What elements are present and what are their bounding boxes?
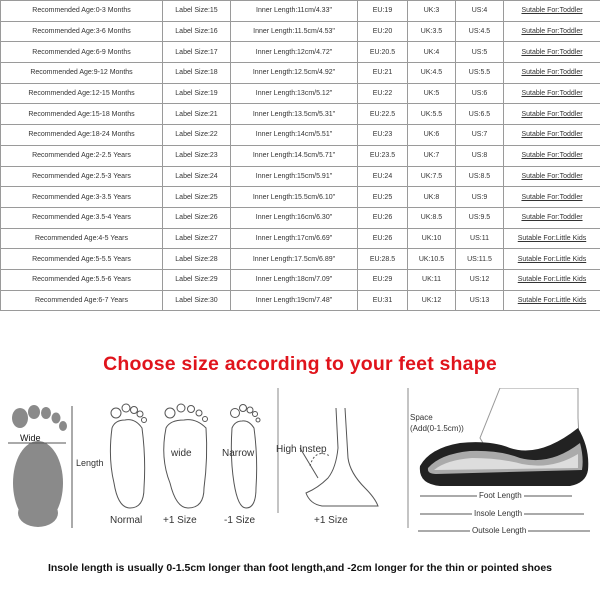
normal-foot-outline-icon <box>110 404 146 508</box>
size-row <box>1 104 600 125</box>
age-cell: Recommended Age:2-2.5 Years <box>1 145 163 166</box>
suitable-for-cell: Sutable For:Little Kids <box>504 269 600 290</box>
us-size-cell: US:6.5 <box>456 104 504 125</box>
insole-length-label: Insole Length <box>474 509 523 518</box>
us-size-cell: US:5.5 <box>456 63 504 84</box>
inner-length-cell: Inner Length:12.5cm/4.92" <box>231 63 358 84</box>
shoe-cross-section-panel <box>400 388 600 543</box>
size-row <box>1 290 600 311</box>
label-size-cell: Label Size:23 <box>163 145 231 166</box>
age-cell: Recommended Age:4-5 Years <box>1 228 163 249</box>
uk-size-cell: UK:4.5 <box>408 63 456 84</box>
size-row <box>1 207 600 228</box>
label-size-cell: Label Size:28 <box>163 249 231 270</box>
high-instep-label: High Instep <box>276 444 327 455</box>
width-label: Wide <box>20 433 41 443</box>
uk-size-cell: UK:3.5 <box>408 21 456 42</box>
normal-caption: Normal <box>110 515 143 526</box>
space-label: Space <box>410 413 433 422</box>
age-cell: Recommended Age:6-7 Years <box>1 290 163 311</box>
label-size-cell: Label Size:18 <box>163 63 231 84</box>
size-row <box>1 83 600 104</box>
inner-length-cell: Inner Length:13cm/5.12" <box>231 83 358 104</box>
suitable-for-cell: Sutable For:Toddler <box>504 125 600 146</box>
label-size-cell: Label Size:30 <box>163 290 231 311</box>
age-cell: Recommended Age:3.5-4 Years <box>1 207 163 228</box>
us-size-cell: US:7 <box>456 125 504 146</box>
uk-size-cell: UK:6 <box>408 125 456 146</box>
age-cell: Recommended Age:2.5-3 Years <box>1 166 163 187</box>
suitable-for-cell: Sutable For:Toddler <box>504 83 600 104</box>
uk-size-cell: UK:4 <box>408 42 456 63</box>
uk-size-cell: UK:10.5 <box>408 249 456 270</box>
size-row <box>1 1 600 22</box>
us-size-cell: US:8 <box>456 145 504 166</box>
size-row <box>1 42 600 63</box>
label-size-cell: Label Size:25 <box>163 187 231 208</box>
us-size-cell: US:13 <box>456 290 504 311</box>
wide-label: wide <box>171 448 192 459</box>
inner-length-cell: Inner Length:11.5cm/4.53" <box>231 21 358 42</box>
uk-size-cell: UK:10 <box>408 228 456 249</box>
us-size-cell: US:9 <box>456 187 504 208</box>
space-add-label: (Add(0-1.5cm)) <box>410 424 464 433</box>
label-size-cell: Label Size:26 <box>163 207 231 228</box>
age-cell: Recommended Age:3-3.5 Years <box>1 187 163 208</box>
eu-size-cell: EU:28.5 <box>358 249 408 270</box>
shoe-with-foot-icon <box>420 388 588 486</box>
us-size-cell: US:6 <box>456 83 504 104</box>
size-row <box>1 125 600 146</box>
label-size-cell: Label Size:29 <box>163 269 231 290</box>
suitable-for-cell: Sutable For:Toddler <box>504 42 600 63</box>
label-size-cell: Label Size:16 <box>163 21 231 42</box>
us-size-cell: US:4 <box>456 1 504 22</box>
label-size-cell: Label Size:27 <box>163 228 231 249</box>
size-row <box>1 269 600 290</box>
label-size-cell: Label Size:21 <box>163 104 231 125</box>
inner-length-cell: Inner Length:15cm/5.91" <box>231 166 358 187</box>
uk-size-cell: UK:11 <box>408 269 456 290</box>
suitable-for-cell: Sutable For:Little Kids <box>504 249 600 270</box>
inner-length-cell: Inner Length:12cm/4.72" <box>231 42 358 63</box>
eu-size-cell: EU:24 <box>358 166 408 187</box>
narrow-minus-one-caption: -1 Size <box>224 515 256 526</box>
inner-length-cell: Inner Length:19cm/7.48" <box>231 290 358 311</box>
eu-size-cell: EU:20 <box>358 21 408 42</box>
eu-size-cell: EU:26 <box>358 207 408 228</box>
age-cell: Recommended Age:6-9 Months <box>1 42 163 63</box>
eu-size-cell: EU:20.5 <box>358 42 408 63</box>
foot-shape-guide <box>0 388 600 538</box>
age-cell: Recommended Age:5.5-6 Years <box>1 269 163 290</box>
eu-size-cell: EU:22.5 <box>358 104 408 125</box>
label-size-cell: Label Size:24 <box>163 166 231 187</box>
size-row <box>1 145 600 166</box>
us-size-cell: US:11 <box>456 228 504 249</box>
suitable-for-cell: Sutable For:Toddler <box>504 1 600 22</box>
suitable-for-cell: Sutable For:Toddler <box>504 207 600 228</box>
suitable-for-cell: Sutable For:Toddler <box>504 63 600 84</box>
eu-size-cell: EU:25 <box>358 187 408 208</box>
inner-length-cell: Inner Length:11cm/4.33" <box>231 1 358 22</box>
foot-length-label: Foot Length <box>479 491 522 500</box>
size-row <box>1 249 600 270</box>
size-row <box>1 228 600 249</box>
eu-size-cell: EU:22 <box>358 83 408 104</box>
eu-size-cell: EU:23.5 <box>358 145 408 166</box>
section-divider <box>0 314 600 320</box>
eu-size-cell: EU:23 <box>358 125 408 146</box>
age-cell: Recommended Age:9-12 Months <box>1 63 163 84</box>
insole-length-note: Insole length is usually 0-1.5cm longer than foot length,and -2cm longer for the thin or pointed shoes <box>47 562 553 574</box>
suitable-for-cell: Sutable For:Little Kids <box>504 290 600 311</box>
suitable-for-cell: Sutable For:Toddler <box>504 21 600 42</box>
inner-length-cell: Inner Length:14.5cm/5.71" <box>231 145 358 166</box>
uk-size-cell: UK:5.5 <box>408 104 456 125</box>
us-size-cell: US:12 <box>456 269 504 290</box>
label-size-cell: Label Size:15 <box>163 1 231 22</box>
length-label: Length <box>76 458 104 468</box>
label-size-cell: Label Size:22 <box>163 125 231 146</box>
uk-size-cell: UK:12 <box>408 290 456 311</box>
age-cell: Recommended Age:18-24 Months <box>1 125 163 146</box>
eu-size-cell: EU:29 <box>358 269 408 290</box>
suitable-for-cell: Sutable For:Toddler <box>504 104 600 125</box>
uk-size-cell: UK:8.5 <box>408 207 456 228</box>
us-size-cell: US:11.5 <box>456 249 504 270</box>
us-size-cell: US:9.5 <box>456 207 504 228</box>
guide-headline: Choose size according to your feet shape <box>103 353 497 375</box>
measured-foot-icon <box>12 405 67 527</box>
size-row <box>1 63 600 84</box>
label-size-cell: Label Size:19 <box>163 83 231 104</box>
eu-size-cell: EU:21 <box>358 63 408 84</box>
inner-length-cell: Inner Length:18cm/7.09" <box>231 269 358 290</box>
eu-size-cell: EU:26 <box>358 228 408 249</box>
outsole-length-label: Outsole Length <box>472 526 527 535</box>
age-cell: Recommended Age:15-18 Months <box>1 104 163 125</box>
inner-length-cell: Inner Length:17.5cm/6.89" <box>231 249 358 270</box>
size-row <box>1 187 600 208</box>
us-size-cell: US:8.5 <box>456 166 504 187</box>
inner-length-cell: Inner Length:16cm/6.30" <box>231 207 358 228</box>
eu-size-cell: EU:19 <box>358 1 408 22</box>
uk-size-cell: UK:5 <box>408 83 456 104</box>
size-row <box>1 166 600 187</box>
eu-size-cell: EU:31 <box>358 290 408 311</box>
us-size-cell: US:5 <box>456 42 504 63</box>
high-instep-foot-icon <box>306 408 378 506</box>
uk-size-cell: UK:7.5 <box>408 166 456 187</box>
suitable-for-cell: Sutable For:Toddler <box>504 166 600 187</box>
age-cell: Recommended Age:3-6 Months <box>1 21 163 42</box>
age-cell: Recommended Age:5-5.5 Years <box>1 249 163 270</box>
age-cell: Recommended Age:12-15 Months <box>1 83 163 104</box>
suitable-for-cell: Sutable For:Little Kids <box>504 228 600 249</box>
inner-length-cell: Inner Length:17cm/6.69" <box>231 228 358 249</box>
uk-size-cell: UK:8 <box>408 187 456 208</box>
uk-size-cell: UK:3 <box>408 1 456 22</box>
high-instep-caption: +1 Size <box>314 515 348 526</box>
inner-length-cell: Inner Length:13.5cm/5.31" <box>231 104 358 125</box>
age-cell: Recommended Age:0-3 Months <box>1 1 163 22</box>
uk-size-cell: UK:7 <box>408 145 456 166</box>
size-row <box>1 21 600 42</box>
suitable-for-cell: Sutable For:Toddler <box>504 187 600 208</box>
label-size-cell: Label Size:17 <box>163 42 231 63</box>
us-size-cell: US:4.5 <box>456 21 504 42</box>
inner-length-cell: Inner Length:14cm/5.51" <box>231 125 358 146</box>
narrow-label: Narrow <box>222 448 255 459</box>
inner-length-cell: Inner Length:15.5cm/6.10" <box>231 187 358 208</box>
suitable-for-cell: Sutable For:Toddler <box>504 145 600 166</box>
wide-plus-one-caption: +1 Size <box>163 515 197 526</box>
